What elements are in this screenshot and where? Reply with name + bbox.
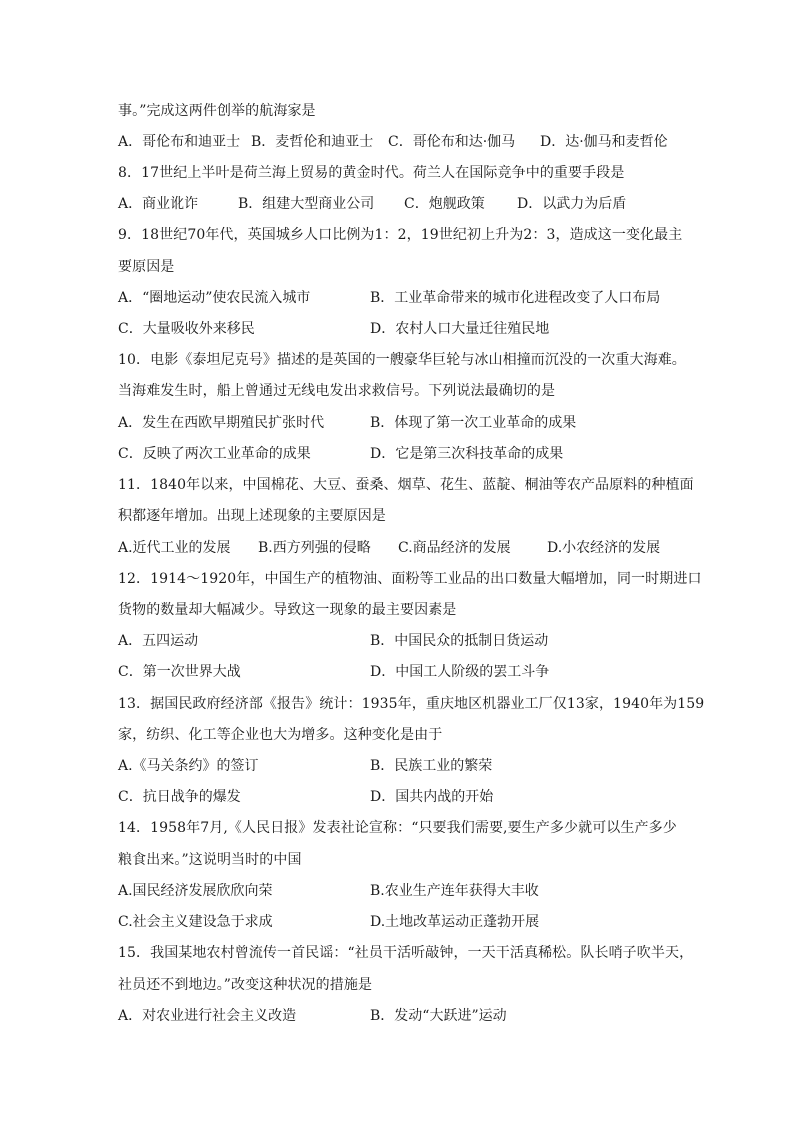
q10-stem-line1: 10．电影《泰坦尼克号》描述的是英国的一艘豪华巨轮与冰山相撞而沉没的一次重大海难。	[118, 352, 686, 368]
q14-stem-line2: 粮食出来。”这说明当时的中国	[118, 852, 302, 868]
q7-option-c: C．哥伦布和达·伽马	[388, 134, 516, 150]
q7-option-b: B．麦哲伦和迪亚士	[251, 134, 374, 150]
q7-option-a: A．哥伦布和迪亚士	[118, 134, 241, 150]
q10-option-a: A．发生在西欧早期殖民扩张时代	[118, 415, 325, 431]
q12-option-c: C．第一次世界大战	[118, 664, 241, 680]
q14-option-d: D.土地改革运动正蓬勃开展	[370, 914, 540, 930]
q7-stem-tail: 事。”完成这两件创举的航海家是	[118, 103, 316, 119]
q9-stem-line1: 9．18世纪70年代，英国城乡人口比例为1：2，19世纪初上升为2：3，造成这一变化最主	[118, 227, 683, 243]
q9-option-a: A．“圈地运动”使农民流入城市	[118, 290, 311, 306]
q13-option-b: B．民族工业的繁荣	[370, 758, 493, 774]
q11-option-d: D.小农经济的发展	[547, 540, 661, 556]
q14-option-b: B.农业生产连年获得大丰收	[370, 883, 539, 899]
q8-option-b: B．组建大型商业公司	[238, 196, 375, 212]
q10-option-c: C．反映了两次工业革命的成果	[118, 446, 311, 462]
q10-option-d: D．它是第三次科技革命的成果	[370, 446, 564, 462]
q13-option-d: D．国共内战的开始	[370, 789, 494, 805]
q15-stem-line2: 社员还不到地边。”改变这种状况的措施是	[118, 977, 373, 993]
q8-option-c: C．炮舰政策	[404, 196, 485, 212]
q11-option-a: A.近代工业的发展	[118, 540, 231, 556]
q12-stem-line2: 货物的数量却大幅减少。导致这一现象的最主要因素是	[118, 602, 457, 618]
q12-option-d: D．中国工人阶级的罢工斗争	[370, 664, 550, 680]
q14-option-a: A.国民经济发展欣欣向荣	[118, 883, 273, 899]
q13-option-c: C．抗日战争的爆发	[118, 789, 241, 805]
q8-option-a: A．商业讹诈	[118, 196, 199, 212]
q15-option-b: B．发动“大跃进”运动	[370, 1008, 507, 1024]
q12-stem-line1: 12．1914～1920年，中国生产的植物油、面粉等工业品的出口数量大幅增加，同一时期进口	[118, 571, 702, 587]
q9-option-d: D．农村人口大量迁往殖民地	[370, 321, 550, 337]
q11-option-b: B.西方列强的侵略	[258, 540, 371, 556]
q11-stem-line2: 积都逐年增加。出现上述现象的主要原因是	[118, 508, 386, 524]
q9-stem-line2: 要原因是	[118, 259, 175, 275]
q15-option-a: A．对农业进行社会主义改造	[118, 1008, 297, 1024]
q14-option-c: C.社会主义建设急于求成	[118, 914, 273, 930]
q12-option-a: A．五四运动	[118, 633, 199, 649]
q12-option-b: B．中国民众的抵制日货运动	[370, 633, 549, 649]
q14-stem-line1: 14．1958年7月,《人民日报》发表社论宣称：“只要我们需要,要生产多少就可以生产多少	[118, 820, 677, 836]
q11-stem-line1: 11．1840年以来，中国棉花、大豆、蚕桑、烟草、花生、蓝靛、桐油等农产品原料的种植面	[118, 477, 694, 493]
q11-option-c: C.商品经济的发展	[398, 540, 511, 556]
q10-option-b: B．体现了第一次工业革命的成果	[370, 415, 577, 431]
q9-option-b: B．工业革命带来的城市化进程改变了人口布局	[370, 290, 661, 306]
q7-option-d: D．达·伽马和麦哲伦	[540, 134, 668, 150]
q15-stem-line1: 15．我国某地农村曾流传一首民谣：“社员干活听敲钟，一天干活真稀松。队长哨子吹半天，	[118, 945, 694, 961]
q13-option-a: A.《马关条约》的签订	[118, 758, 259, 774]
q10-stem-line2: 当海难发生时，船上曾通过无线电发出求救信号。下列说法最确切的是	[118, 383, 556, 399]
q8-option-d: D．以武力为后盾	[517, 196, 627, 212]
q8-stem: 8．17世纪上半叶是荷兰海上贸易的黄金时代。荷兰人在国际竞争中的重要手段是	[118, 165, 625, 181]
q13-stem-line1: 13．据国民政府经济部《报告》统计：1935年，重庆地区机器业工厂仅13家，1940年为159	[118, 696, 705, 712]
q13-stem-line2: 家，纺织、化工等企业也大为增多。这种变化是由于	[118, 727, 443, 743]
q9-option-c: C．大量吸收外来移民	[118, 321, 255, 337]
